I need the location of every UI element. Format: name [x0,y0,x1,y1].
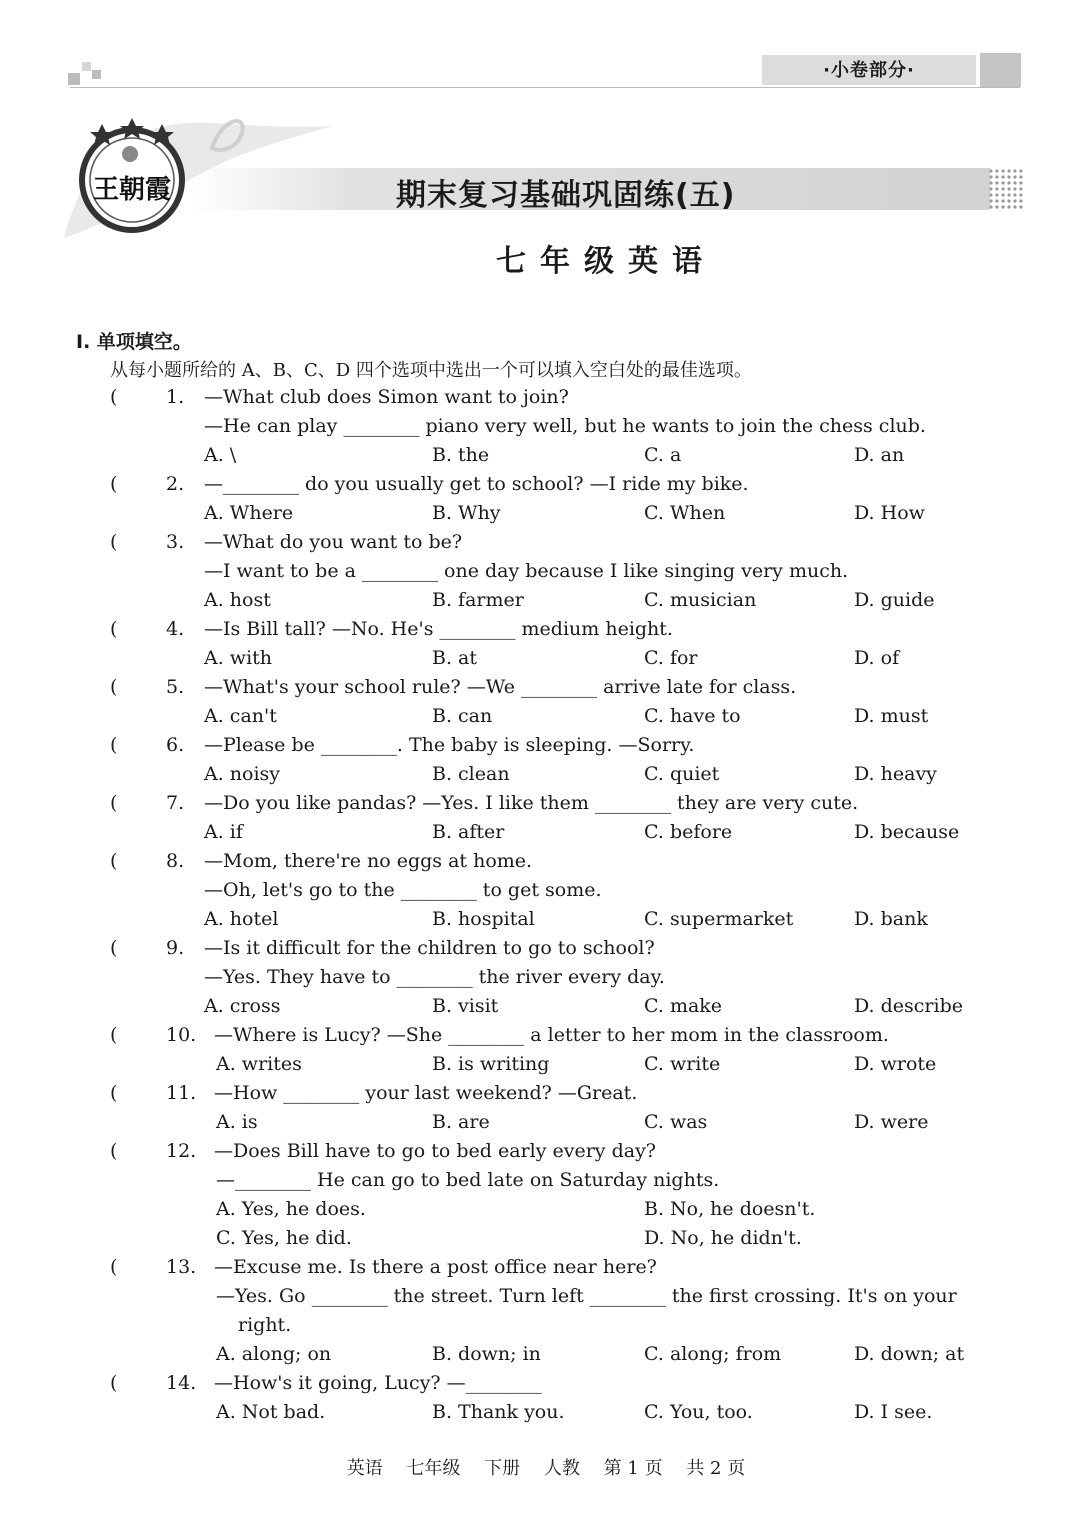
option-b: B. after [432,821,505,843]
option-b: B. clean [432,763,510,785]
question-line: —Oh, let's go to the ________ to get some. [204,879,602,901]
svg-text:王朝霞: 王朝霞 [92,175,172,205]
option-c: C. was [644,1111,708,1133]
dot-pattern [988,168,1024,210]
option-b: B. hospital [432,908,535,930]
question-number: 2. [166,473,185,495]
question-number: 4. [166,618,185,640]
option-a: A. \ [204,444,237,466]
option-b: B. No, he doesn't. [644,1198,816,1220]
option-b: B. Thank you. [432,1401,565,1423]
question-number: 1. [166,386,185,408]
answer-blank[interactable]: ( [110,1140,118,1162]
option-a: A. is [216,1111,258,1133]
option-d: D. of [854,647,900,669]
option-d: D. because [854,821,960,843]
option-c: C. When [644,502,726,524]
option-a: A. host [204,589,271,611]
question-line: —Does Bill have to go to bed early every day? [214,1140,656,1162]
question-number: 14. [166,1372,197,1394]
footer-publisher: 人教 [543,1458,580,1479]
answer-blank[interactable]: ( [110,676,118,698]
question-number: 13. [166,1256,197,1278]
answer-blank[interactable]: ( [110,1372,118,1394]
page-subtitle: 七年级英语 [496,244,716,279]
option-d: D. No, he didn't. [644,1227,802,1249]
tag-block [980,53,1021,87]
option-b: B. can [432,705,493,727]
section-heading: Ⅰ. 单项填空。 [76,331,192,353]
option-c: C. Yes, he did. [216,1227,352,1249]
page-title: 期末复习基础巩固练(五) [396,178,736,213]
section-tag: ·小卷部分· [823,60,915,81]
option-c: C. make [644,995,723,1017]
option-c: C. have to [644,705,741,727]
question-line: —Please be ________. The baby is sleeping. —Sorry. [204,734,695,756]
footer-volume: 下册 [484,1458,521,1479]
option-d: D. down; at [854,1343,965,1365]
answer-blank[interactable]: ( [110,531,118,553]
question-number: 6. [166,734,185,756]
footer-subject: 英语 [346,1458,383,1479]
question-line: —Mom, there're no eggs at home. [204,850,533,872]
option-a: A. noisy [204,763,281,785]
section-instruction: 从每小题所给的 A、B、C、D 四个选项中选出一个可以填入空白处的最佳选项。 [110,360,752,381]
option-b: B. at [432,647,478,669]
option-d: D. heavy [854,763,937,785]
option-b: B. farmer [432,589,524,611]
option-d: D. must [854,705,929,727]
answer-blank[interactable]: ( [110,386,118,408]
deco-square [92,70,101,79]
option-b: B. the [432,444,490,466]
option-d: D. bank [854,908,928,930]
answer-blank[interactable]: ( [110,1082,118,1104]
option-a: A. cross [204,995,281,1017]
option-c: C. quiet [644,763,720,785]
question-number: 5. [166,676,185,698]
question-line: —Yes. They have to ________ the river every day. [204,966,665,988]
question-line: —Is Bill tall? —No. He's ________ medium height. [204,618,673,640]
question-line: —How ________ your last weekend? —Great. [214,1082,638,1104]
deco-square [82,62,91,71]
footer-page: 第 1 页 [603,1458,663,1479]
option-c: C. before [644,821,733,843]
question-line: —What club does Simon want to join? [204,386,569,408]
question-number: 9. [166,937,185,959]
option-a: A. writes [216,1053,302,1075]
option-c: C. musician [644,589,757,611]
option-c: C. along; from [644,1343,782,1365]
header-rule [70,87,1020,88]
question-line: —I want to be a ________ one day because I like singing very much. [204,560,849,582]
answer-blank[interactable]: ( [110,473,118,495]
option-b: B. down; in [432,1343,541,1365]
question-line: right. [238,1314,292,1336]
question-line: —Do you like pandas? —Yes. I like them ________ they are very cute. [204,792,859,814]
question-line: —How's it going, Lucy? —________ [214,1372,542,1394]
question-line: —Excuse me. Is there a post office near here? [214,1256,657,1278]
option-d: D. wrote [854,1053,937,1075]
option-a: A. hotel [204,908,279,930]
option-c: C. You, too. [644,1401,753,1423]
option-a: A. with [204,647,273,669]
question-line: —What do you want to be? [204,531,463,553]
option-a: A. along; on [216,1343,332,1365]
answer-blank[interactable]: ( [110,1024,118,1046]
option-c: C. a [644,444,682,466]
option-c: C. for [644,647,698,669]
question-line: —Yes. Go ________ the street. Turn left ________ the first crossing. It's on your [216,1285,957,1307]
option-b: B. are [432,1111,490,1133]
question-line: —He can play ________ piano very well, but he wants to join the chess club. [204,415,926,437]
answer-blank[interactable]: ( [110,937,118,959]
question-line: —Is it difficult for the children to go to school? [204,937,655,959]
question-number: 8. [166,850,185,872]
footer-total: 共 2 页 [686,1458,746,1479]
question-number: 3. [166,531,185,553]
option-a: A. can't [204,705,277,727]
option-d: D. How [854,502,925,524]
option-a: A. Yes, he does. [216,1198,366,1220]
answer-blank[interactable]: ( [110,618,118,640]
answer-blank[interactable]: ( [110,1256,118,1278]
question-number: 11. [166,1082,197,1104]
option-a: A. Not bad. [216,1401,326,1423]
option-b: B. is writing [432,1053,550,1075]
option-c: C. write [644,1053,721,1075]
page-footer [0,1454,1092,1480]
question-number: 7. [166,792,185,814]
option-b: B. Why [432,502,501,524]
question-line: —________ do you usually get to school? —I ride my bike. [204,473,749,495]
option-c: C. supermarket [644,908,794,930]
answer-blank[interactable]: ( [110,734,118,756]
answer-blank[interactable]: ( [110,850,118,872]
answer-blank[interactable]: ( [110,792,118,814]
option-d: D. an [854,444,905,466]
footer-grade: 七年级 [406,1458,461,1479]
option-a: A. if [204,821,243,843]
question-line: —Where is Lucy? —She ________ a letter to her mom in the classroom. [214,1024,889,1046]
option-b: B. visit [432,995,499,1017]
option-a: A. Where [204,502,294,524]
option-d: D. guide [854,589,935,611]
deco-square [68,73,80,85]
option-d: D. describe [854,995,963,1017]
question-number: 12. [166,1140,197,1162]
option-d: D. I see. [854,1401,933,1423]
brand-logo [62,108,362,248]
question-line: —________ He can go to bed late on Saturday nights. [216,1169,720,1191]
option-d: D. were [854,1111,929,1133]
question-line: —What's your school rule? —We ________ arrive late for class. [204,676,797,698]
question-number: 10. [166,1024,197,1046]
